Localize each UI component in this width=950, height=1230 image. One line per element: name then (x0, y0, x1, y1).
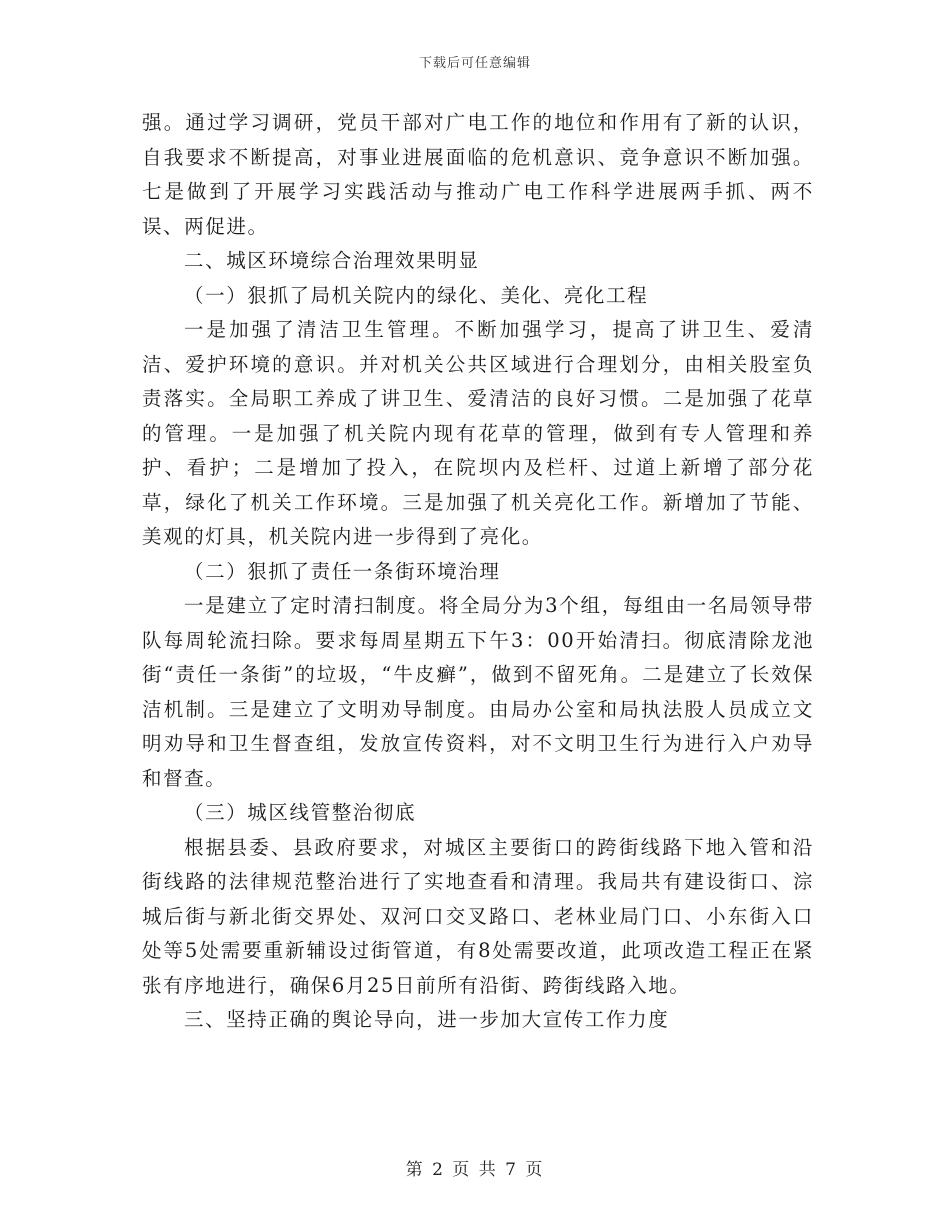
document-body (142, 106, 814, 1038)
subsection-heading-3: （三）城区线管整治彻底 (184, 801, 417, 824)
subsection-heading-1: （一）狠抓了局机关院内的绿化、美化、亮化工程 (184, 283, 649, 307)
subsection-heading-2: （二）狠抓了责任一条街环境治理 (184, 559, 501, 583)
section-heading-2: 二、城区环境综合治理效果明显 (184, 249, 480, 272)
paragraph-1: 强。通过学习调研，党员干部对广电工作的地位和作用有了新的认识，自我要求不断提高，对事业进展面临的危机意识、竞争意识不断加强。七是做到了开展学习实践活动与推动广电工作科学进展两手抓、两不误、两促进。 (142, 111, 814, 238)
paragraph-street-cleaning: 一是建立了定时清扫制度。将全局分为3个组，每组由一名局领导带队每周轮流扫除。要求每周星期五下午3：00开始清扫。彻底清除龙池街“责任一条街”的垃圾，“牛皮癣”，做到不留死角。二是建立了长效保洁机制。三是建立了文明劝导制度。由局办公室和局执法股人员成立文明劝导和卫生督查组，发放宣传资料，对不文明卫生行为进行入户劝导和督查。 (142, 594, 814, 790)
page-footer: 第 2 页 共 7 页 (405, 1160, 545, 1180)
paragraph-cable-rectification: 根据县委、县政府要求，对城区主要街口的跨街线路下地入管和沿街线路的法律规范整治进行了实地查看和清理。我局共有建设街口、淙城后街与新北街交界处、双河口交叉路口、老林业局门口、小东街入口处等5处需要重新辅设过街管道，有8处需要改道，此项改造工程正在紧张有序地进行，确保6月25日前所有沿街、跨街线路入地。 (142, 835, 814, 997)
section-heading-3: 三、坚持正确的舆论导向，进一步加大宣传工作力度 (184, 1008, 670, 1031)
paragraph-greening: 一是加强了清洁卫生管理。不断加强学习，提高了讲卫生、爱清洁、爱护环境的意识。并对机关公共区域进行合理划分，由相关股室负责落实。全局职工养成了讲卫生、爱清洁的良好习惯。二是加强了花草的管理。一是加强了机关院内现有花草的管理，做到有专人管理和养护、看护；二是增加了投入，在院坝内及栏杆、过道上新增了部分花草，绿化了机关工作环境。三是加强了机关亮化工作。新增加了节能、美观的灯具，机关院内进一步得到了亮化。 (142, 318, 814, 548)
page-header: 下载后可任意编辑 (418, 56, 531, 71)
